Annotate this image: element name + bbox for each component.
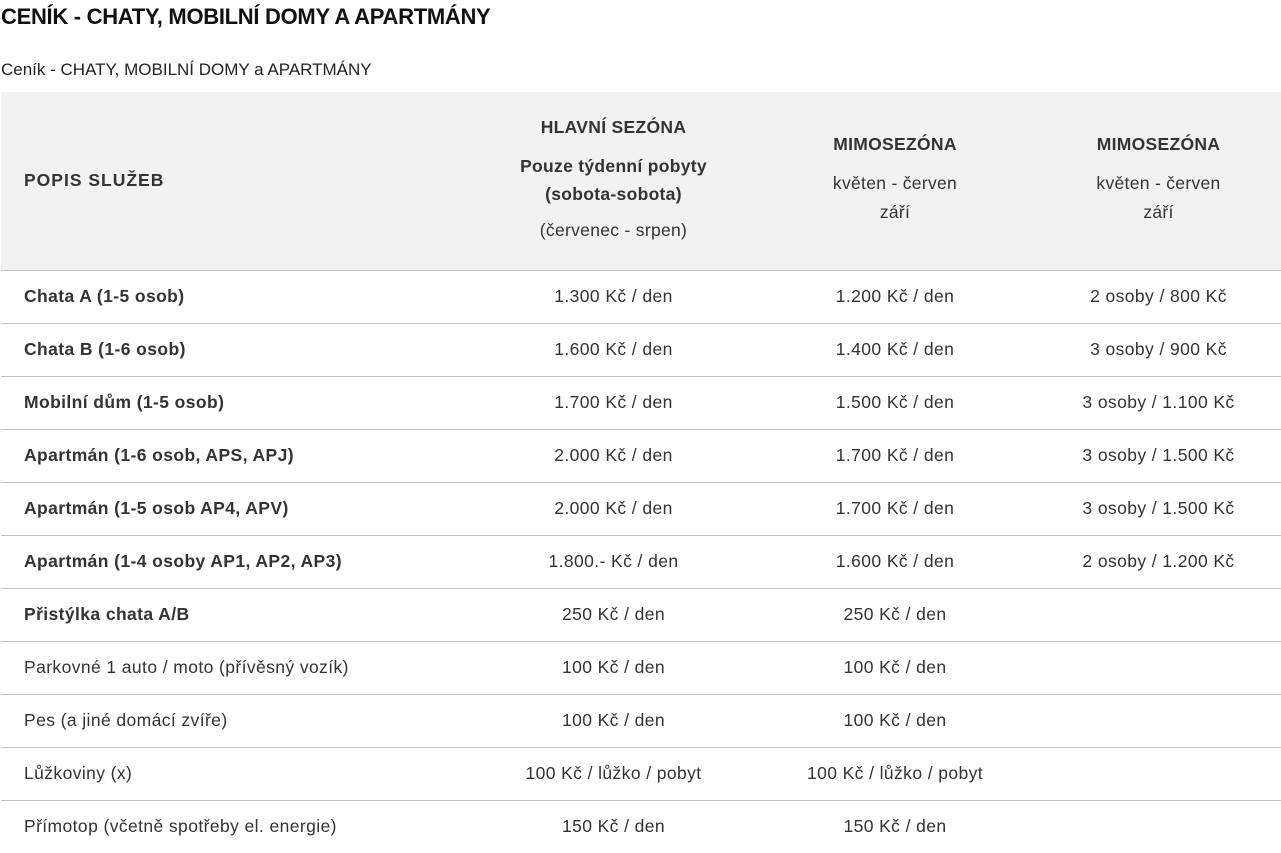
table-row — [1, 641, 1281, 694]
row-off-season-2-price — [1036, 694, 1281, 747]
row-off-season-2-price — [1036, 588, 1281, 641]
off-season-2-line2: září — [1143, 202, 1174, 223]
row-off-season-price: 100 Kč / den — [754, 694, 1036, 747]
row-off-season-2-price: 3 osoby / 900 Kč — [1036, 323, 1281, 376]
row-off-season-price: 250 Kč / den — [754, 588, 1036, 641]
row-description: Parkovné 1 auto / moto (přívěsný vozík) — [1, 641, 473, 694]
row-off-season-2-price: 3 osoby / 1.500 Kč — [1036, 482, 1281, 535]
row-off-season-2-price: 2 osoby / 1.200 Kč — [1036, 535, 1281, 588]
row-main-season-price: 2.000 Kč / den — [473, 429, 754, 482]
row-main-season-price: 2.000 Kč / den — [473, 482, 754, 535]
row-main-season-price: 100 Kč / den — [473, 641, 754, 694]
row-description: Apartmán (1-6 osob, APS, APJ) — [1, 429, 473, 482]
table-header-row — [1, 92, 1281, 270]
off-season-2-title: MIMOSEZÓNA — [1096, 134, 1221, 155]
row-description: Mobilní dům (1-5 osob) — [1, 376, 473, 429]
table-row — [1, 482, 1281, 535]
table-row — [1, 747, 1281, 800]
row-off-season-2-price: 2 osoby / 800 Kč — [1036, 270, 1281, 323]
row-main-season-price: 1.700 Kč / den — [473, 376, 754, 429]
header-off-season — [754, 92, 1036, 270]
row-main-season-price: 100 Kč / den — [473, 694, 754, 747]
row-off-season-price: 100 Kč / lůžko / pobyt — [754, 747, 1036, 800]
row-off-season-price: 100 Kč / den — [754, 641, 1036, 694]
table-row — [1, 323, 1281, 376]
row-off-season-price: 1.700 Kč / den — [754, 482, 1036, 535]
row-main-season-price: 150 Kč / den — [561, 816, 666, 837]
row-main-season-price: 1.800.- Kč / den — [473, 535, 754, 588]
header-description: POPIS SLUŽEB — [1, 92, 473, 270]
row-off-season-2-price — [1036, 641, 1281, 694]
row-main-season-price: 250 Kč / den — [473, 588, 754, 641]
off-season-title: MIMOSEZÓNA — [833, 134, 957, 155]
table-row — [1, 270, 1281, 323]
row-off-season-price: 1.200 Kč / den — [754, 270, 1036, 323]
row-description: Chata B (1-6 osob) — [1, 323, 473, 376]
row-description: Přistýlka chata A/B — [1, 588, 473, 641]
row-main-season-price: 1.300 Kč / den — [473, 270, 754, 323]
header-main-season — [473, 92, 754, 270]
price-table — [1, 92, 1281, 853]
row-off-season-price: 1.500 Kč / den — [754, 376, 1036, 429]
row-off-season-price: 1.600 Kč / den — [754, 535, 1036, 588]
row-off-season-2-price — [1036, 747, 1281, 800]
row-off-season-2-price — [1036, 800, 1281, 853]
row-description: Chata A (1-5 osob) — [1, 270, 473, 323]
table-row — [1, 694, 1281, 747]
main-season-line3: (červenec - srpen) — [539, 219, 688, 240]
main-season-line1: Pouze týdenní pobyty — [520, 155, 707, 176]
row-main-season-price: 100 Kč / lůžko / pobyt — [473, 747, 754, 800]
table-row — [1, 800, 1281, 853]
row-description: Lůžkoviny (x) — [1, 747, 473, 800]
row-off-season-price: 1.700 Kč / den — [754, 429, 1036, 482]
off-season-line1: květen - červen — [832, 173, 958, 194]
row-description: Pes (a jiné domácí zvíře) — [1, 694, 473, 747]
off-season-line2: září — [879, 202, 911, 223]
page-title: CENÍK - CHATY, MOBILNÍ DOMY A APARTMÁNY — [1, 4, 491, 29]
table-row — [1, 535, 1281, 588]
table-caption: Ceník - CHATY, MOBILNÍ DOMY a APARTMÁNY — [1, 60, 372, 79]
off-season-2-line1: květen - červen — [1096, 173, 1221, 194]
table-row — [1, 588, 1281, 641]
main-season-title: HLAVNÍ SEZÓNA — [540, 116, 687, 137]
header-off-season-2 — [1036, 92, 1281, 270]
table-row — [1, 429, 1281, 482]
row-description: Přímotop (včetně spotřeby el. energie) — [24, 816, 337, 837]
row-off-season-2-price: 3 osoby / 1.500 Kč — [1036, 429, 1281, 482]
row-description: Apartmán (1-4 osoby AP1, AP2, AP3) — [1, 535, 473, 588]
table-row — [1, 376, 1281, 429]
row-off-season-2-price: 3 osoby / 1.100 Kč — [1036, 376, 1281, 429]
row-off-season-price: 1.400 Kč / den — [754, 323, 1036, 376]
row-description: Apartmán (1-5 osob AP4, APV) — [1, 482, 473, 535]
main-season-line2: (sobota-sobota) — [545, 183, 682, 204]
row-main-season-price: 1.600 Kč / den — [473, 323, 754, 376]
row-off-season-price: 150 Kč / den — [843, 816, 947, 837]
